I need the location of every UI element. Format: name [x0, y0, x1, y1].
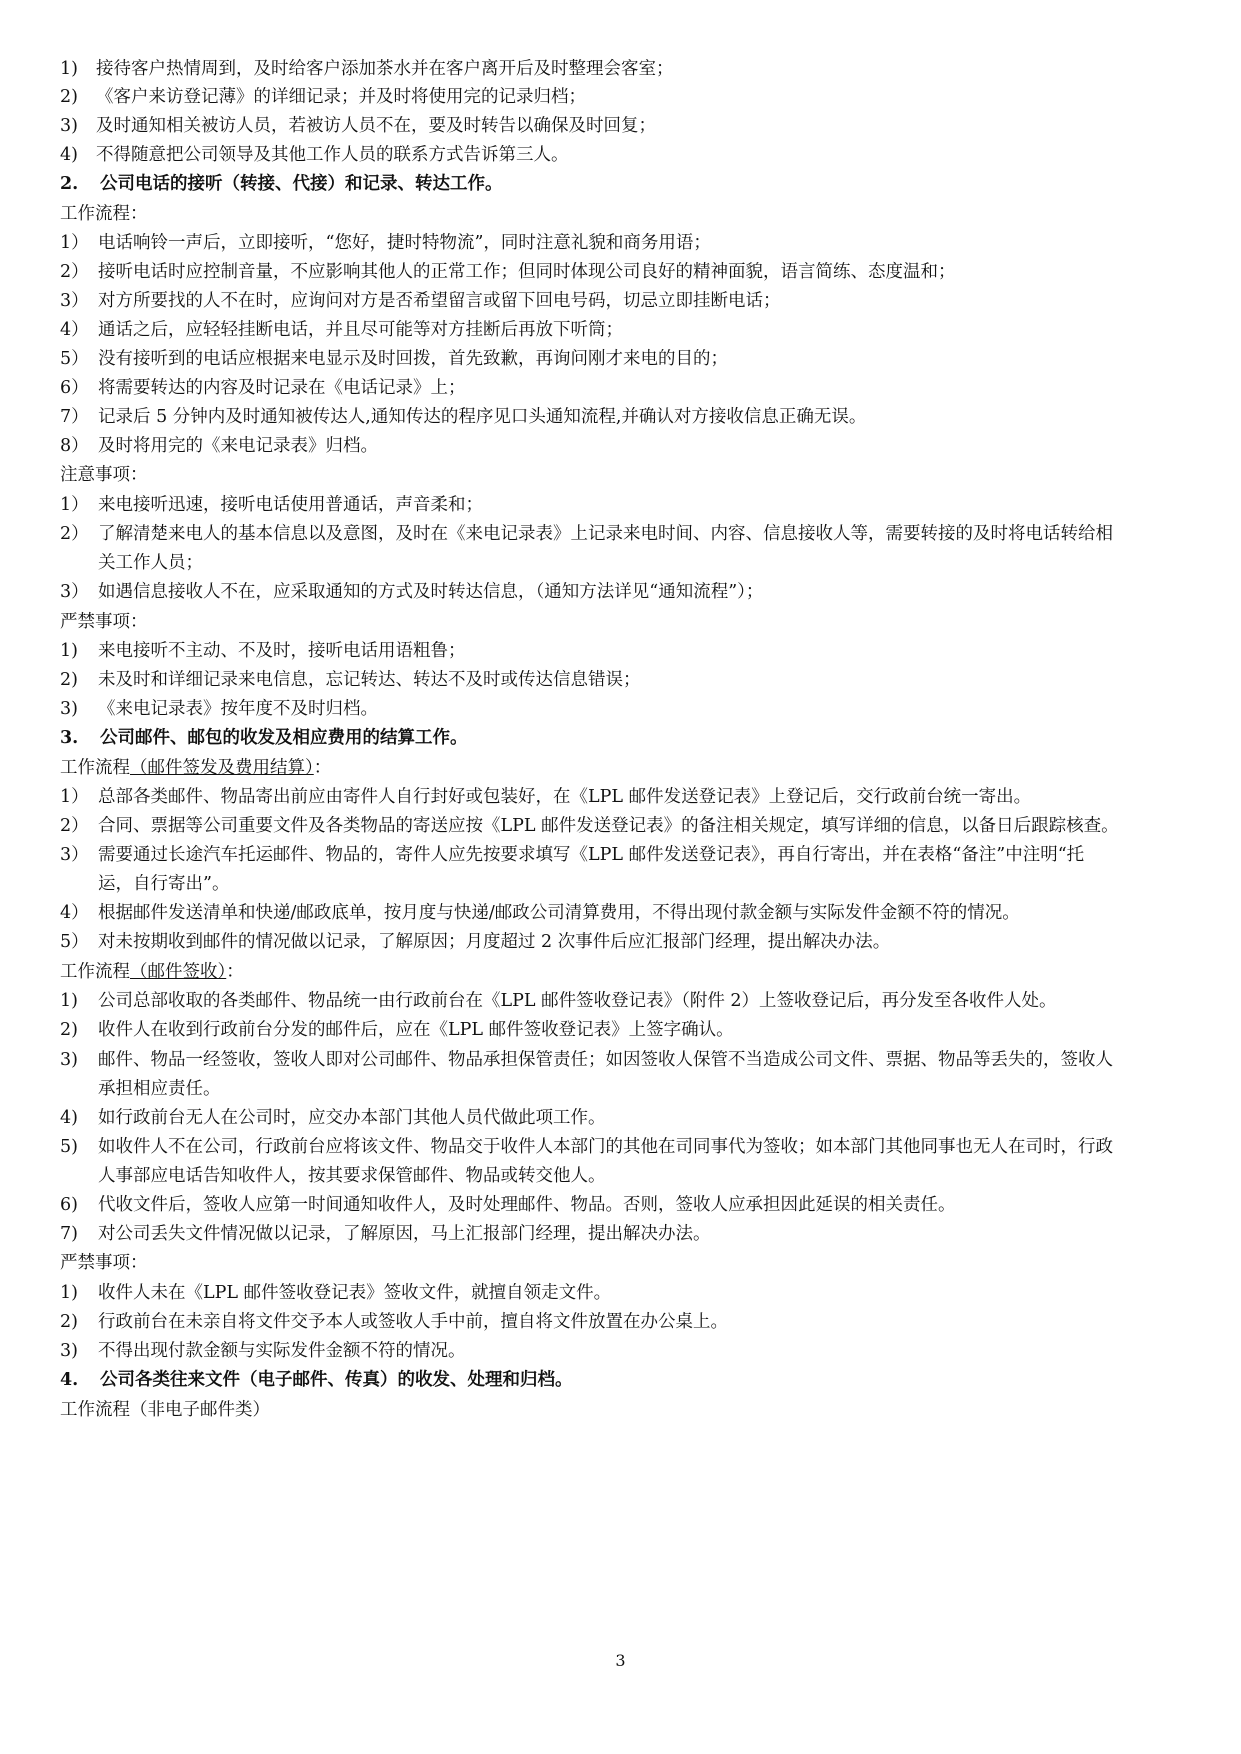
item-text: 接听电话时应控制音量，不应影响其他人的正常工作；但同时体现公司良好的精神面貌，语言简练、态度温和； — [98, 262, 956, 282]
item-number: 4) — [60, 1108, 78, 1128]
subheading-text: 严禁事项： — [60, 1253, 148, 1273]
item-text: 来电接听不主动、不及时，接听电话用语粗鲁； — [98, 641, 466, 661]
subheading-text — [60, 961, 244, 983]
item-number: 2) — [60, 1312, 78, 1332]
section-number: 3. — [60, 728, 79, 748]
item-number: 4） — [60, 903, 89, 923]
item-text: 对方所要找的人不在时，应询问对方是否希望留言或留下回电号码，切忌立即挂断电话； — [98, 291, 781, 311]
item-text: 行政前台在未亲自将文件交予本人或签收人手中前，擅自将文件放置在办公桌上。 — [98, 1312, 728, 1332]
item-text: 没有接听到的电话应根据来电显示及时回拨，首先致歉，再询问刚才来电的目的； — [98, 349, 728, 369]
item-number: 2) — [60, 1020, 78, 1040]
item-number: 3） — [60, 291, 89, 311]
item-number: 1） — [60, 233, 89, 253]
item-number: 1) — [60, 991, 78, 1011]
item-text: 不得随意把公司领导及其他工作人员的联系方式告诉第三人。 — [96, 145, 569, 165]
item-number: 3） — [60, 845, 89, 865]
item-number: 3) — [60, 699, 78, 719]
item-number: 2） — [60, 262, 89, 282]
item-number: 5） — [60, 349, 89, 369]
item-text: 接待客户热情周到，及时给客户添加茶水并在客户离开后及时整理会客室； — [96, 59, 674, 79]
section-title: 公司电话的接听（转接、代接）和记录、转达工作。 — [100, 174, 503, 194]
item-number: 4） — [60, 320, 89, 340]
item-text: 及时将用完的《来电记录表》归档。 — [98, 436, 378, 456]
item-text: 不得出现付款金额与实际发件金额不符的情况。 — [98, 1341, 466, 1361]
item-text: 根据邮件发送清单和快递/邮政底单，按月度与快递/邮政公司清算费用，不得出现付款金额与实际发件金额不符的情况。 — [98, 903, 1020, 923]
item-number: 1） — [60, 787, 89, 807]
item-text: 通话之后，应轻轻挂断电话，并且尽可能等对方挂断后再放下听筒； — [98, 320, 623, 340]
item-number: 4) — [60, 145, 78, 165]
item-number: 2) — [60, 670, 78, 690]
item-text: 对公司丢失文件情况做以记录，了解原因，马上汇报部门经理，提出解决办法。 — [98, 1224, 711, 1244]
item-text: 代收文件后，签收人应第一时间通知收件人，及时处理邮件、物品。否则，签收人应承担因此延误的相关责任。 — [98, 1195, 956, 1215]
subheading-lead: 工作流程 — [60, 962, 130, 982]
item-text: 承担相应责任。 — [98, 1079, 221, 1099]
item-text: 人事部应电话告知收件人，按其要求保管邮件、物品或转交他人。 — [98, 1166, 606, 1186]
item-text: 收件人在收到行政前台分发的邮件后，应在《LPL 邮件签收登记表》上签字确认。 — [98, 1020, 734, 1040]
item-number: 2) — [60, 87, 78, 107]
item-text: 《来电记录表》按年度不及时归档。 — [98, 699, 378, 719]
item-number: 7） — [60, 407, 89, 427]
item-number: 8） — [60, 436, 89, 456]
item-number: 1） — [60, 495, 89, 515]
section-number: 4. — [60, 1370, 79, 1390]
item-text: 来电接听迅速，接听电话使用普通话，声音柔和； — [98, 495, 483, 515]
item-number: 3) — [60, 116, 78, 136]
subheading-text: 工作流程： — [60, 204, 148, 224]
item-text: 将需要转达的内容及时记录在《电话记录》上； — [98, 378, 466, 398]
item-text: 运，自行寄出”。 — [98, 874, 230, 894]
item-number: 3) — [60, 1341, 78, 1361]
item-text: 总部各类邮件、物品寄出前应由寄件人自行封好或包装好，在《LPL 邮件发送登记表》上登记后，交行政前台统一寄出。 — [98, 787, 1032, 807]
subheading-tail: ： — [226, 962, 244, 982]
item-text: 对未按期收到邮件的情况做以记录，了解原因；月度超过 2 次事件后应汇报部门经理，提出解决办法。 — [98, 932, 891, 952]
item-text: 需要通过长途汽车托运邮件、物品的，寄件人应先按要求填写《LPL 邮件发送登记表》，再自行寄出，并在表格“备注”中注明“托 — [98, 845, 1085, 865]
item-text: 合同、票据等公司重要文件及各类物品的寄送应按《LPL 邮件发送登记表》的备注相关规定，填写详细的信息，以备日后跟踪核查。 — [98, 816, 1119, 836]
item-text: 如行政前台无人在公司时，应交办本部门其他人员代做此项工作。 — [98, 1108, 606, 1128]
item-text: 如收件人不在公司，行政前台应将该文件、物品交于收件人本部门的其他在司同事代为签收；如本部门其他同事也无人在司时，行政 — [98, 1137, 1113, 1157]
item-number: 1) — [60, 1283, 78, 1303]
item-text: 邮件、物品一经签收，签收人即对公司邮件、物品承担保管责任；如因签收人保管不当造成公司文件、票据、物品等丢失的，签收人 — [98, 1050, 1113, 1070]
item-number: 6） — [60, 378, 89, 398]
item-text: 公司总部收取的各类邮件、物品统一由行政前台在《LPL 邮件签收登记表》（附件 2）上签收登记后，再分发至各收件人处。 — [98, 991, 1057, 1011]
section-title: 公司邮件、邮包的收发及相应费用的结算工作。 — [100, 728, 468, 748]
subheading-underlined: （邮件签发及费用结算） — [130, 758, 314, 778]
item-text: 记录后 5 分钟内及时通知被传达人,通知传达的程序见口头通知流程,并确认对方接收信息正确无误。 — [98, 407, 867, 427]
subheading-text: 注意事项： — [60, 465, 148, 485]
item-text: 了解清楚来电人的基本信息以及意图，及时在《来电记录表》上记录来电时间、内容、信息接收人等，需要转接的及时将电话转给相 — [98, 524, 1113, 544]
subheading-underlined: （邮件签收） — [130, 962, 227, 982]
item-number: 1) — [60, 641, 78, 661]
item-text: 《客户来访登记薄》的详细记录；并及时将使用完的记录归档； — [96, 87, 586, 107]
item-text: 未及时和详细记录来电信息，忘记转达、转达不及时或传达信息错误； — [98, 670, 641, 690]
item-number: 3） — [60, 582, 89, 602]
subheading-text: 工作流程（非电子邮件类） — [60, 1400, 270, 1420]
page-number: 3 — [615, 1651, 626, 1670]
item-number: 6) — [60, 1195, 78, 1215]
item-text: 关工作人员； — [98, 553, 203, 573]
subheading-text — [60, 757, 331, 779]
item-number: 7) — [60, 1224, 78, 1244]
item-text: 电话响铃一声后，立即接听，“您好，捷时特物流”，同时注意礼貌和商务用语； — [98, 233, 711, 253]
item-number: 2） — [60, 524, 89, 544]
section-title: 公司各类往来文件（电子邮件、传真）的收发、处理和归档。 — [100, 1370, 573, 1390]
subheading-text: 严禁事项： — [60, 612, 148, 632]
subheading-lead: 工作流程 — [60, 758, 130, 778]
item-number: 5） — [60, 932, 89, 952]
section-number: 2. — [60, 174, 79, 194]
subheading-tail: ： — [313, 758, 332, 778]
item-text: 及时通知相关被访人员，若被访人员不在，要及时转告以确保及时回复； — [96, 116, 656, 136]
item-number: 2） — [60, 816, 89, 836]
item-number: 5) — [60, 1137, 78, 1157]
item-text: 如遇信息接收人不在，应采取通知的方式及时转达信息，（通知方法详见“通知流程”）； — [98, 582, 764, 602]
item-number: 3) — [60, 1050, 78, 1070]
item-number: 1) — [60, 59, 78, 79]
item-text: 收件人未在《LPL 邮件签收登记表》签收文件，就擅自领走文件。 — [98, 1283, 612, 1303]
